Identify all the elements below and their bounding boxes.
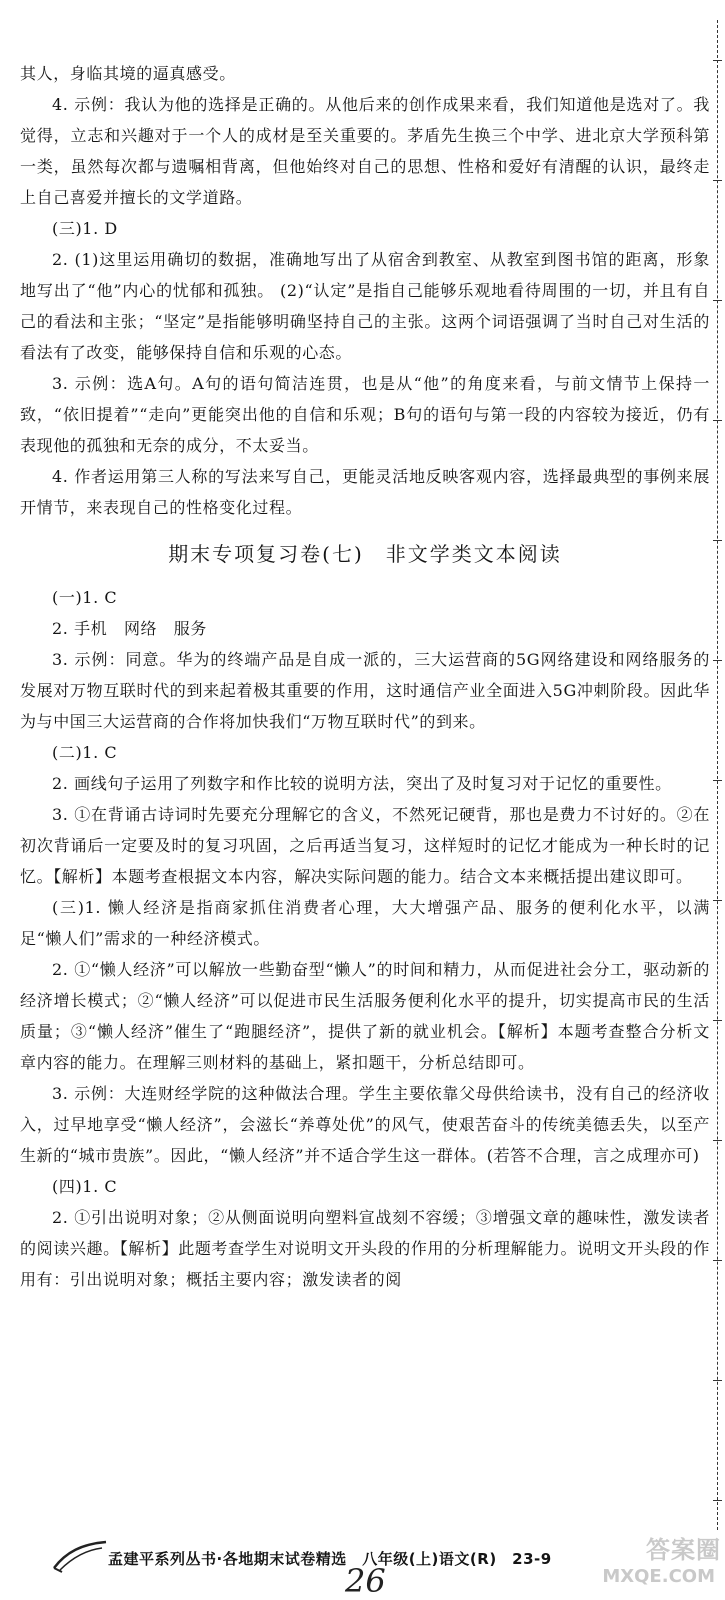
- answer-paragraph: (三)1. 懒人经济是指商家抓住消费者心理，大大增强产品、服务的便利化水平，以满足“懒人们”需求的一种经济模式。: [20, 898, 710, 948]
- answer-paragraph: 3. 示例：大连财经学院的这种做法合理。学生主要依靠父母供给读书，没有自己的经济收入，过早地享受“懒人经济”，会滋长“养尊处优”的风气，使艰苦奋斗的传统美德丢失，以至产生新的“城市贵族”。因此，“懒人经济”并不适合学生这一群体。(若答不合理，言之成理亦可): [20, 1084, 710, 1165]
- answer-paragraph: 4. 示例：我认为他的选择是正确的。从他后来的创作成果来看，我们知道他是选对了。我觉得，立志和兴趣对于一个人的成材是至关重要的。茅盾先生换三个中学、进北京大学预科第一类，虽然每次都与遗嘱相背离，但他始终对自己的思想、性格和爱好有清醒的认识，最终走上自己喜爱并擅长的文学道路。: [20, 95, 710, 207]
- publisher-logo-icon: [50, 1538, 110, 1574]
- cut-mark: [713, 1140, 722, 1141]
- answer-paragraph: 2. 画线句子运用了列数字和作比较的说明方法，突出了及时复习对于记忆的重要性。: [52, 774, 672, 793]
- cut-mark: [713, 780, 722, 781]
- watermark-url: MXQE.COM: [602, 1566, 715, 1587]
- cut-mark: [713, 900, 722, 901]
- watermark-logo: 答案圈: [646, 1536, 721, 1564]
- answer-paragraph: (二)1. C: [52, 743, 118, 762]
- answer-paragraph: 其人，身临其境的逼真感受。: [20, 64, 236, 83]
- cut-mark: [713, 1500, 722, 1501]
- answer-paragraph: (三)1. D: [52, 219, 118, 238]
- cut-mark: [713, 1020, 722, 1021]
- cut-mark: [713, 1380, 722, 1381]
- answer-paragraph: 3. ①在背诵古诗词时先要充分理解它的含义，不然死记硬背，那也是费力不讨好的。②在初次背诵后一定要及时的复习巩固，之后再适当复习，这样短时的记忆才能成为一种长时的记忆。【解析】本题考查根据文本内容，解决实际问题的能力。结合文本来概括提出建议即可。: [20, 805, 710, 886]
- footer-series-text: 孟建平系列丛书·各地期末试卷精选 八年级(上)语文(R) 23-9: [108, 1550, 552, 1568]
- answer-paragraph: 2. (1)这里运用确切的数据，准确地写出了从宿舍到教室、从教室到图书馆的距离，形象地写出了“他”内心的忧郁和孤独。 (2)“认定”是指自己能够乐观地看待周围的一切，并且有自己的看法和主张；“坚定”是指能够明确坚持自己的主张。这两个词语强调了当时自己对生活的看法有了改变，能够保持自信和乐观的心态。: [20, 250, 710, 362]
- answer-paragraph: 4. 作者运用第三人称的写法来写自己，更能灵活地反映客观内容，选择最典型的事例来展开情节，来表现自己的性格变化过程。: [20, 467, 710, 517]
- cut-mark: [713, 60, 722, 61]
- cut-mark: [713, 180, 722, 181]
- answer-paragraph: (一)1. C: [52, 588, 118, 607]
- answer-paragraph: (四)1. C: [52, 1177, 118, 1196]
- cut-mark: [713, 300, 722, 301]
- answers-bottom: [20, 582, 710, 1295]
- answer-content: [20, 58, 710, 1295]
- answer-paragraph: 2. 手机 网络 服务: [52, 619, 207, 638]
- answer-paragraph: 3. 示例：同意。华为的终端产品是自成一派的，三大运营商的5G网络建设和网络服务的发展对万物互联时代的到来起着极其重要的作用，这时通信产业全面进入5G冲刺阶段。因此华为与中国三大运营商的合作将加快我们“万物互联时代”的到来。: [20, 650, 710, 731]
- cut-mark: [713, 660, 722, 661]
- cut-mark: [713, 420, 722, 421]
- answer-paragraph: 3. 示例：选A句。A句的语句简洁连贯，也是从“他”的角度来看，与前文情节上保持一致，“依旧提着”“走向”更能突出他的自信和乐观；B句的语句与第一段的内容较为接近，仍有表现他的孤独和无奈的成分，不太妥当。: [20, 374, 710, 455]
- binding-cut-line: [717, 20, 718, 1530]
- answers-top: [20, 58, 710, 523]
- cut-mark: [713, 1260, 722, 1261]
- answer-paragraph: 2. ①“懒人经济”可以解放一些勤奋型“懒人”的时间和精力，从而促进社会分工，驱动新的经济增长模式；②“懒人经济”可以促进市民生活服务便利化水平的提升，切实提高市民的生活质量；③“懒人经济”催生了“跑腿经济”，提供了新的就业机会。【解析】本题考查整合分析文章内容的能力。在理解三则材料的基础上，紧扣题干，分析总结即可。: [20, 960, 710, 1072]
- answer-paragraph: 2. ①引出说明对象；②从侧面说明向塑料宣战刻不容缓；③增强文章的趣味性，激发读者的阅读兴趣。【解析】此题考查学生对说明文开头段的作用的分析理解能力。说明文开头段的作用有：引出说明对象；概括主要内容；激发读者的阅: [20, 1208, 710, 1289]
- section-title: 期末专项复习卷(七) 非文学类文本阅读: [168, 542, 562, 566]
- handwritten-page-number: 26: [345, 1562, 386, 1600]
- cut-mark: [713, 540, 722, 541]
